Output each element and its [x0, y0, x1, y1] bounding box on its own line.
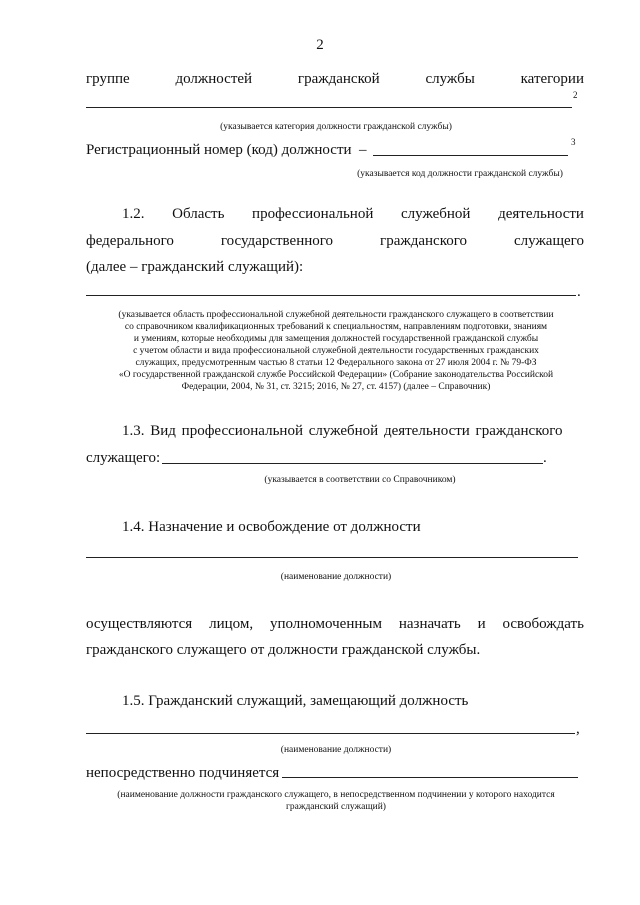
- word: Область: [172, 206, 225, 222]
- word: должностей: [175, 71, 253, 87]
- word: деятельности: [498, 206, 584, 222]
- hint-line: «О государственной гражданской службе Российской Федерации» (Собрание законодательства Российской: [118, 370, 554, 380]
- hint-line: служащих, предусмотренным частью 8 статьи 12 Федерального закона от 27 июля 2004 г. № 79-ФЗ: [135, 358, 537, 368]
- word: службы: [425, 71, 475, 87]
- section-1-3-line2: служащего:: [86, 450, 161, 466]
- word: осуществляются: [86, 616, 193, 632]
- reg-number-label: Регистрационный номер (код) должности: [86, 142, 352, 158]
- hint-line: с учетом области и вида профессиональной служебной деятельности государственных гражданских: [133, 346, 539, 356]
- section-1-5-line1: 1.5. Гражданский служащий, замещающий должность: [122, 693, 469, 709]
- subordination-label: непосредственно подчиняется: [86, 765, 280, 781]
- word: категории: [520, 71, 584, 87]
- word: профессиональной: [252, 206, 374, 222]
- position-blank-line: [86, 733, 575, 734]
- subordination-hint-2: гражданский служащий): [286, 802, 386, 812]
- section-1-2-row2: [86, 232, 584, 250]
- period: .: [543, 450, 547, 466]
- position-hint: (наименование должности): [280, 572, 392, 582]
- footnote-mark: 2: [573, 90, 578, 100]
- word: уполномоченным: [269, 616, 382, 632]
- hint-line: (указывается область профессиональной служебной деятельности гражданского служащего в соответствии: [118, 310, 554, 320]
- word: гражданского: [380, 233, 467, 249]
- section-1-4-row2: гражданского служащего от должности гражданской службы.: [86, 642, 481, 658]
- category-hint: (указывается категория должности гражданской службы): [220, 122, 452, 132]
- hint-line: Федерации, 2004, № 31, ст. 3215; 2016, № 27, ст. 4157) (далее – Справочник): [181, 382, 491, 392]
- footnote-mark: 3: [571, 137, 576, 147]
- word: назначать: [398, 616, 461, 632]
- word: освобождать: [502, 616, 584, 632]
- period: .: [577, 284, 581, 300]
- hint-line: со справочником квалификационных требований к специальностям, направлениям подготовки, знаниям: [124, 322, 548, 332]
- page-number: 2: [316, 37, 324, 53]
- subordination-hint-1: (наименование должности гражданского служащего, в непосредственном подчинении у которого находится: [117, 790, 555, 800]
- hint-line: и умениям, которые необходимы для замещения должностей государственной гражданской службы: [133, 334, 539, 344]
- area-hint: [80, 309, 592, 393]
- position-hint: (наименование должности): [280, 745, 392, 755]
- category-blank-line: [86, 107, 572, 108]
- category-intro-row: [86, 70, 584, 88]
- word: 1.2.: [122, 206, 145, 222]
- section-1-3-line1: 1.3. Вид профессиональной служебной деятельности гражданского: [122, 423, 563, 439]
- section-1-2-row3: (далее – гражданский служащий):: [86, 259, 304, 275]
- word: гражданской: [297, 71, 380, 87]
- word: служебной: [401, 206, 471, 222]
- word: и: [477, 616, 486, 632]
- reg-number-blank-line: [373, 155, 568, 156]
- activity-blank-line: [162, 463, 543, 464]
- activity-hint: (указывается в соответствии со Справочником): [264, 475, 456, 485]
- word: государственного: [220, 233, 334, 249]
- subordination-blank-line: [282, 777, 578, 778]
- area-blank-line: [86, 295, 576, 296]
- position-blank-line: [86, 557, 578, 558]
- reg-dash: –: [359, 142, 367, 158]
- section-1-4-line1: 1.4. Назначение и освобождение от должности: [122, 519, 421, 535]
- word: группе: [86, 71, 130, 87]
- word: лицом,: [209, 616, 254, 632]
- comma: ,: [576, 721, 580, 737]
- reg-number-hint: (указывается код должности гражданской службы): [357, 169, 563, 179]
- word: федерального: [86, 233, 174, 249]
- section-1-2-row1: [122, 205, 584, 223]
- word: служащего: [514, 233, 584, 249]
- section-1-4-row1: [86, 615, 584, 633]
